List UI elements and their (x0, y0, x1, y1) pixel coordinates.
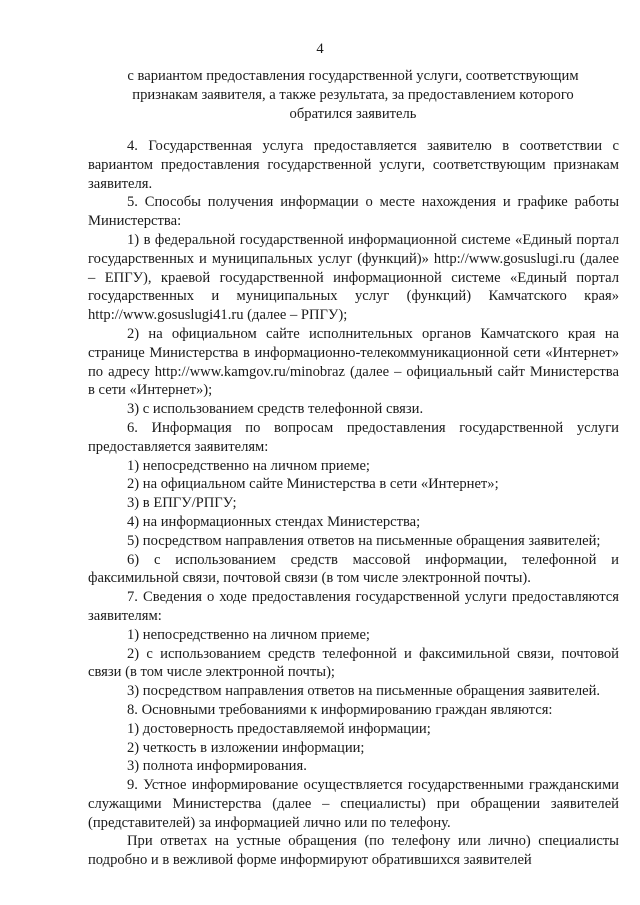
subitem-5-2: 2) на официальном сайте исполнительных органов Камчатского края на странице Министерства в информационно-телекоммуникационной сети «Интернет» по адресу http://www.kamgov.ru/minobraz (далее – официальный сайт Министерства в сети «Интернет»); (88, 325, 619, 399)
heading-line: признакам заявителя, а также результата, за предоставлением которого (132, 86, 574, 103)
subitem-8-1: 1) достоверность предоставляемой информации; (127, 720, 431, 737)
paragraph-item-9: 9. Устное информирование осуществляется государственными гражданскими служащими Министерства (далее – специалисты) при обращении заявителей (представителей) за информацией лично или по телефону. (88, 777, 619, 831)
subitem-6-2: 2) на официальном сайте Министерства в сети «Интернет»; (127, 476, 499, 493)
subitem-8-3: 3) полнота информирования. (127, 758, 307, 775)
paragraph-item-6: 6. Информация по вопросам предоставления государственной услуги предоставляется заявителям: (88, 419, 619, 455)
page-number: 4 (316, 41, 324, 57)
subitem-6-3: 3) в ЕПГУ/РПГУ; (127, 495, 237, 512)
subitem-6-4: 4) на информационных стендах Министерства; (127, 513, 421, 530)
subitem-5-3: 3) с использованием средств телефонной связи. (127, 401, 424, 418)
paragraph-continuation: При ответах на устные обращения (по телефону или лично) специалисты подробно и в вежливой форме информируют обратившихся заявителей (88, 833, 619, 869)
subitem-6-1: 1) непосредственно на личном приеме; (127, 457, 370, 474)
heading-line: с вариантом предоставления государственной услуги, соответствующим (127, 68, 579, 84)
subitem-6-5: 5) посредством направления ответов на письменные обращения заявителей; (127, 532, 601, 549)
subitem-6-6: 6) с использованием средств массовой информации, телефонной и факсимильной связи, почтовой связи (в том числе электронной почты). (88, 551, 619, 587)
subitem-7-3: 3) посредством направления ответов на письменные обращения заявителей. (127, 683, 601, 700)
subitem-7-1: 1) непосредственно на личном приеме; (127, 626, 370, 643)
subitem-8-2: 2) четкость в изложении информации; (127, 739, 365, 756)
section-heading (88, 67, 618, 123)
heading-line: обратился заявитель (289, 105, 417, 122)
paragraph-item-4: 4. Государственная услуга предоставляется заявителю в соответствии с вариантом предоставления государственной услуги, соответствующим признакам заявителя. (88, 138, 619, 192)
document-body (88, 137, 619, 870)
paragraph-item-7: 7. Сведения о ходе предоставления государственной услуги предоставляются заявителям: (88, 589, 619, 624)
paragraph-item-5: 5. Способы получения информации о месте нахождения и графике работы Министерства: (88, 194, 619, 230)
subitem-7-2: 2) с использованием средств телефонной и факсимильной связи, почтовой связи (в том числе электронной почты); (88, 645, 619, 681)
subitem-5-1: 1) в федеральной государственной информационной системе «Единый портал государственных и муниципальных услуг (функций)» http://www.gosuslugi.ru (далее – ЕПГУ), краевой государственной информационной системе «Единый портал государственных и муниципальных услуг (функций) Камчатского края» http://www.gosuslugi41.ru (далее – РПГУ); (88, 231, 619, 324)
paragraph-item-8: 8. Основными требованиями к информированию граждан являются: (127, 701, 553, 718)
